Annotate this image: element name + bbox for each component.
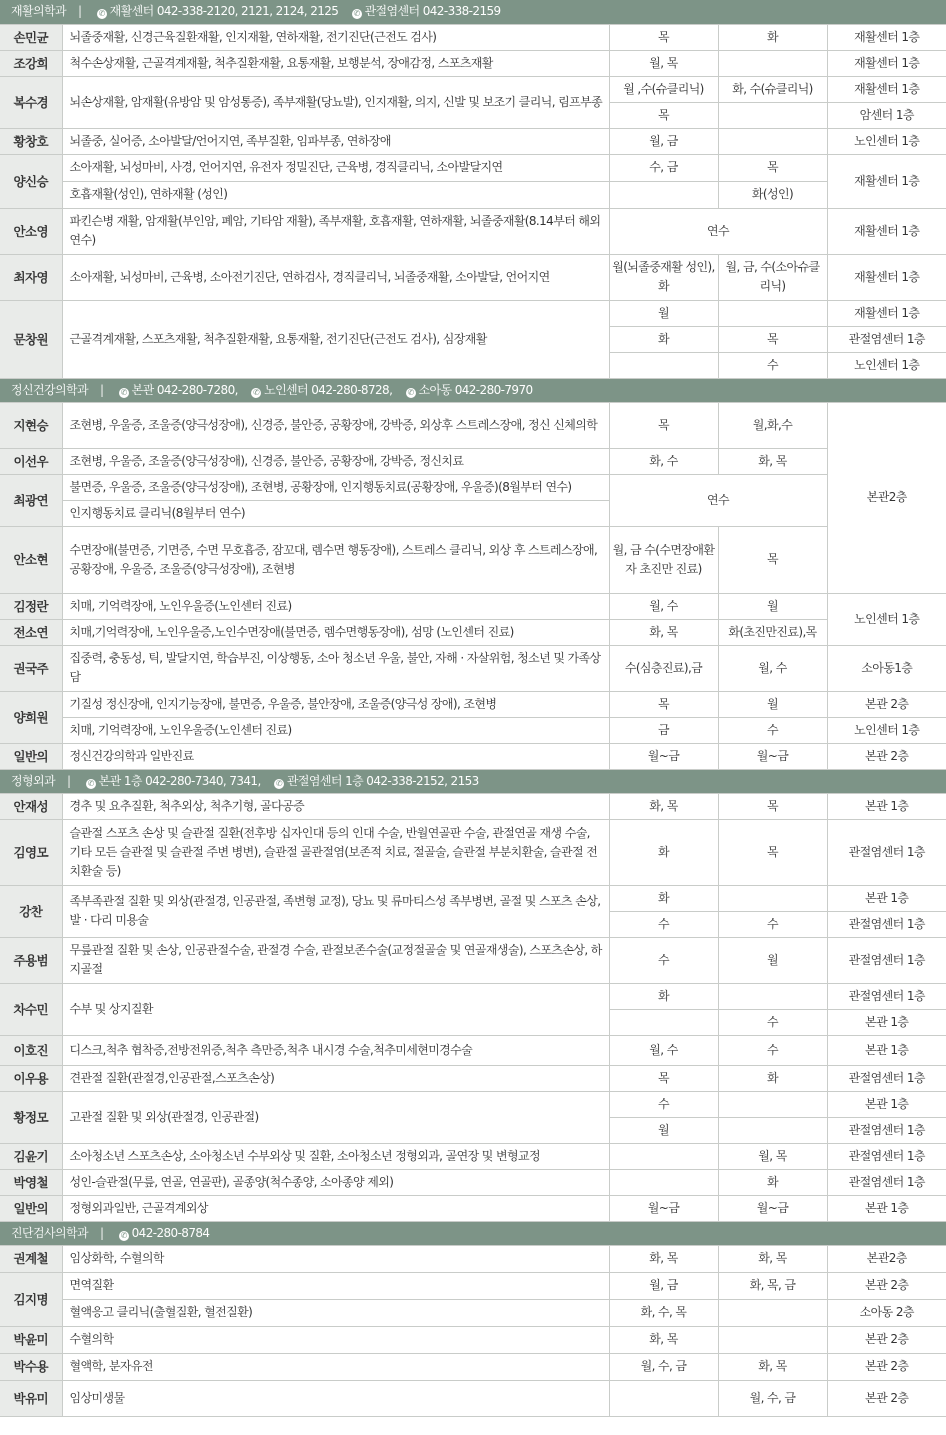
- location: 노인센터 1층: [827, 717, 946, 743]
- section-header-ortho: 정형외과 | ✆ 본관 1층 042-280-7340, 7341, ✆ 관절염센터 1층 042-338-2152, 2153: [0, 769, 946, 793]
- pm-days: 화(성인): [718, 181, 827, 208]
- am-days: 월, 목: [609, 50, 718, 76]
- specialty: 파킨슨병 재활, 암재활(부인암, 폐암, 기타암 재활), 족부재활, 호흡재활, 연하재활, 뇌졸중재활(8.14부터 해외연수): [62, 208, 609, 254]
- pm-days: [718, 50, 827, 76]
- doctor-name: 일반의: [0, 743, 62, 769]
- am-days: 목: [609, 402, 718, 448]
- am-days: 월: [609, 1117, 718, 1143]
- contact-phone: 소아동 042-280-7970: [418, 382, 533, 397]
- am-days: 월 ,수(슈클리닉): [609, 76, 718, 102]
- am-days: [609, 1143, 718, 1169]
- table-row: [0, 402, 946, 448]
- table-row: [0, 793, 946, 819]
- table-row: [0, 1353, 946, 1380]
- specialty: 소아재활, 뇌성마비, 사경, 언어지연, 유전자 정밀진단, 근육병, 경직클리닉, 소아발달지연: [62, 154, 609, 181]
- contact-phone: 재활센터 042-338-2120, 2121, 2124, 2125: [109, 4, 339, 19]
- location: 재활센터 1층: [827, 208, 946, 254]
- am-days: 목: [609, 1065, 718, 1091]
- location: 재활센터 1층: [827, 24, 946, 50]
- specialty: 호흡재활(성인), 연하재활 (성인): [62, 181, 609, 208]
- am-days: 화, 목: [609, 793, 718, 819]
- contact-phone: 본관 042-280-7280,: [131, 382, 238, 397]
- am-days: [609, 1009, 718, 1035]
- specialty: 기질성 정신장애, 인지기능장애, 불면증, 우울증, 불안장애, 조울증(양극성 장애), 조현병: [62, 691, 609, 717]
- doctor-name: 김윤기: [0, 1143, 62, 1169]
- specialty: 혈액학, 분자유전: [62, 1353, 609, 1380]
- pm-days: [718, 1299, 827, 1326]
- am-days: 화, 목: [609, 1245, 718, 1272]
- am-days: 화: [609, 885, 718, 911]
- pm-days: 월, 목: [718, 1143, 827, 1169]
- phone-icon: ✆: [120, 1230, 127, 1240]
- phone-icon: ✆: [87, 778, 94, 788]
- am-days: 목: [609, 691, 718, 717]
- specialty: 수면장애(불면증, 기면증, 수면 무호흡증, 잠꼬대, 렘수면 행동장애), 스트레스 클리닉, 외상 후 스트레스장애, 공황장애, 우울증, 조울증(양극성장애), 조현병: [62, 526, 609, 593]
- am-days: [609, 1380, 718, 1416]
- pm-days: 수: [718, 352, 827, 378]
- table-row: [0, 474, 946, 500]
- specialty: 슬관절 스포츠 손상 및 슬관절 질환(전후방 십자인대 등의 인대 수술, 반월연골판 수술, 관절연골 재생 수술, 기타 모든 슬관절 및 슬관절 주변 병변), 슬관절 골관절염(보존적 치료, 절골술, 슬관절 부분치환술, 슬관절 전치환술 등): [62, 819, 609, 885]
- am-days: 월, 수: [609, 593, 718, 619]
- pm-days: 화: [718, 1065, 827, 1091]
- am-days: 수, 금: [609, 154, 718, 181]
- location: 본관 2층: [827, 1326, 946, 1353]
- location: 재활센터 1층: [827, 300, 946, 326]
- table-row: [0, 819, 946, 885]
- pm-days: 수: [718, 1009, 827, 1035]
- specialty: 조현병, 우울증, 조울증(양극성장애), 신경증, 불안증, 공황장애, 강박증, 정신치료: [62, 448, 609, 474]
- doctor-name: 지현승: [0, 402, 62, 448]
- location: 소아동 2층: [827, 1299, 946, 1326]
- doctor-name: 안소영: [0, 208, 62, 254]
- doctor-name: 김정란: [0, 593, 62, 619]
- section-title: 정신건강의학과: [11, 382, 88, 397]
- am-days: 월~금: [609, 743, 718, 769]
- table-row: [0, 1065, 946, 1091]
- pm-days: 화: [718, 1169, 827, 1195]
- location: 본관 1층: [827, 1009, 946, 1035]
- specialty: 임상미생물: [62, 1380, 609, 1416]
- doctor-name: 양희원: [0, 691, 62, 743]
- contact-phone: 042-280-8784: [131, 1225, 210, 1240]
- table-row: [0, 619, 946, 645]
- specialty: 수부 및 상지질환: [62, 983, 609, 1035]
- pm-days: 화, 목: [718, 1353, 827, 1380]
- am-days: 화: [609, 983, 718, 1009]
- specialty: 임상화학, 수혈의학: [62, 1245, 609, 1272]
- specialty: 수혈의학: [62, 1326, 609, 1353]
- section-title: 재활의학과: [11, 4, 66, 19]
- table-row: [0, 1195, 946, 1221]
- am-days: [609, 181, 718, 208]
- doctor-name: 강찬: [0, 885, 62, 937]
- table-row: [0, 1035, 946, 1065]
- section-header-rehab: 재활의학과 | ✆ 재활센터 042-338-2120, 2121, 2124, 2125 ✆ 관절염센터 042-338-2159: [0, 0, 946, 24]
- pm-days: 월, 수, 금: [718, 1380, 827, 1416]
- location: 관절염센터 1층: [827, 1169, 946, 1195]
- phone-icon: ✆: [407, 387, 414, 397]
- location: 재활센터 1층: [827, 76, 946, 102]
- table-row: [0, 1272, 946, 1299]
- am-days: 수: [609, 911, 718, 937]
- table-row: [0, 1245, 946, 1272]
- specialty: 혈액응고 클리닉(출혈질환, 혈전질환): [62, 1299, 609, 1326]
- table-row: [0, 448, 946, 474]
- specialty: 근골격계재활, 스포츠재활, 척추질환재활, 요통재활, 전기진단(근전도 검사), 심장재활: [62, 300, 609, 378]
- specialty: 견관절 질환(관절경,인공관절,스포츠손상): [62, 1065, 609, 1091]
- specialty: 치매,기억력장애, 노인우울증,노인수면장애(불면증, 렘수면행동장애), 섬망 (노인센터 진료): [62, 619, 609, 645]
- pm-days: 화, 목: [718, 1245, 827, 1272]
- table-row: [0, 50, 946, 76]
- pm-days: 월: [718, 691, 827, 717]
- specialty: 족부족관절 질환 및 외상(관절경, 인공관절, 족변형 교정), 당뇨 및 류마티스성 족부병변, 골절 및 스포츠 손상, 발 · 다리 미용술: [62, 885, 609, 937]
- doctor-name: 박수용: [0, 1353, 62, 1380]
- location: 재활센터 1층: [827, 154, 946, 208]
- pm-days: [718, 885, 827, 911]
- table-row: [0, 983, 946, 1009]
- table-row: [0, 76, 946, 102]
- specialty: 정형외과일반, 근골격계외상: [62, 1195, 609, 1221]
- doctor-name: 손민균: [0, 24, 62, 50]
- location: 노인센터 1층: [827, 128, 946, 154]
- am-days: 목: [609, 102, 718, 128]
- section-header-lab: 진단검사의학과 | ✆ 042-280-8784: [0, 1221, 946, 1245]
- contact-phone: 본관 1층 042-280-7340, 7341,: [98, 773, 261, 788]
- specialty: 뇌손상재활, 암재활(유방암 및 암성통증), 족부재활(당뇨발), 인지재활, 의지, 신발 및 보조기 클리닉, 림프부종: [62, 76, 609, 128]
- pm-days: 목: [718, 326, 827, 352]
- doctor-name: 문창원: [0, 300, 62, 378]
- doctor-name: 권계철: [0, 1245, 62, 1272]
- table-row: [0, 1169, 946, 1195]
- doctor-name: 김지명: [0, 1272, 62, 1326]
- am-days: 수: [609, 1091, 718, 1117]
- phone-icon: ✆: [353, 9, 360, 19]
- am-days: 수(심층진료),금: [609, 645, 718, 691]
- location: 본관 2층: [827, 1380, 946, 1416]
- location: 본관 2층: [827, 1353, 946, 1380]
- pm-days: 화, 목: [718, 448, 827, 474]
- location: 관절염센터 1층: [827, 911, 946, 937]
- location: 본관 1층: [827, 885, 946, 911]
- location: 재활센터 1층: [827, 254, 946, 300]
- specialty: 경추 및 요추질환, 척추외상, 척추기형, 골다공증: [62, 793, 609, 819]
- specialty: 소아재활, 뇌성마비, 근육병, 소아전기진단, 연하검사, 경직클리닉, 뇌졸중재활, 소아발달, 언어지연: [62, 254, 609, 300]
- table-row: [0, 1326, 946, 1353]
- am-days: 월, 수, 금: [609, 1353, 718, 1380]
- pm-days: 목: [718, 526, 827, 593]
- am-days: 월, 수: [609, 1035, 718, 1065]
- specialty: 뇌졸중재활, 신경근육질환재활, 인지재활, 연하재활, 전기진단(근전도 검사): [62, 24, 609, 50]
- table-row: [0, 181, 946, 208]
- location: 암센터 1층: [827, 102, 946, 128]
- table-row: [0, 691, 946, 717]
- doctor-name: 박유미: [0, 1380, 62, 1416]
- location: 소아동1층: [827, 645, 946, 691]
- doctor-name: 권국주: [0, 645, 62, 691]
- pm-days: 목: [718, 819, 827, 885]
- table-row: [0, 1143, 946, 1169]
- pm-days: 화, 목, 금: [718, 1272, 827, 1299]
- pm-days: 월: [718, 937, 827, 983]
- pm-days: 월,화,수: [718, 402, 827, 448]
- location: 본관2층: [827, 1245, 946, 1272]
- am-days: 금: [609, 717, 718, 743]
- location: 노인센터 1층: [827, 352, 946, 378]
- doctor-name: 이선우: [0, 448, 62, 474]
- location: 재활센터 1층: [827, 50, 946, 76]
- clinic-days: 연수: [609, 208, 827, 254]
- table-row: [0, 1299, 946, 1326]
- specialty: 불면증, 우울증, 조울증(양극성장애), 조현병, 공황장애, 인지행동치료(공황장애, 우울증)(8월부터 연수): [62, 474, 609, 500]
- am-days: 목: [609, 24, 718, 50]
- am-days: 화, 수: [609, 448, 718, 474]
- am-days: [609, 1169, 718, 1195]
- section-title: 정형외과: [11, 773, 55, 788]
- pm-days: 목: [718, 793, 827, 819]
- pm-days: [718, 1117, 827, 1143]
- doctor-name: 김영모: [0, 819, 62, 885]
- location: 관절염센터 1층: [827, 819, 946, 885]
- table-row: [0, 717, 946, 743]
- specialty: 디스크,척추 협착증,전방전위증,척추 측만증,척추 내시경 수술,척추미세현미경수술: [62, 1035, 609, 1065]
- pm-days: [718, 1091, 827, 1117]
- table-row: [0, 937, 946, 983]
- doctor-name: 황창호: [0, 128, 62, 154]
- location: 관절염센터 1층: [827, 1065, 946, 1091]
- pm-days: 수: [718, 1035, 827, 1065]
- table-row: [0, 1380, 946, 1416]
- am-days: [609, 352, 718, 378]
- doctor-name: 주용범: [0, 937, 62, 983]
- location: 본관 1층: [827, 793, 946, 819]
- specialty: 면역질환: [62, 1272, 609, 1299]
- doctor-name: 황정모: [0, 1091, 62, 1143]
- pm-days: 수: [718, 911, 827, 937]
- location: 본관 2층: [827, 1272, 946, 1299]
- specialty: 성인-슬관절(무릎, 연골, 연골판), 골종양(척수종양, 소아종양 제외): [62, 1169, 609, 1195]
- am-days: 화, 목: [609, 1326, 718, 1353]
- phone-icon: ✆: [253, 387, 260, 397]
- clinic-days: 연수: [609, 474, 827, 526]
- pm-days: 수: [718, 717, 827, 743]
- specialty: 치매, 기억력장애, 노인우울증(노인센터 진료): [62, 717, 609, 743]
- contact-phone: 관절염센터 1층 042-338-2152, 2153: [286, 773, 479, 788]
- doctor-name: 박영철: [0, 1169, 62, 1195]
- location: 관절염센터 1층: [827, 983, 946, 1009]
- am-days: 화: [609, 819, 718, 885]
- contact-phone: 노인센터 042-280-8728,: [264, 382, 393, 397]
- doctor-name: 차수민: [0, 983, 62, 1035]
- location: 본관 2층: [827, 691, 946, 717]
- pm-days: [718, 102, 827, 128]
- table-row: [0, 300, 946, 326]
- specialty: 조현병, 우울증, 조울증(양극성장애), 신경증, 불안증, 공황장애, 강박증, 외상후 스트레스장애, 정신 신체의학: [62, 402, 609, 448]
- table-row: [0, 743, 946, 769]
- pm-days: 목: [718, 154, 827, 181]
- pm-days: 월, 금, 수(소아슈클리닉): [718, 254, 827, 300]
- location: 본관2층: [827, 402, 946, 593]
- specialty: 소아청소년 스포츠손상, 소아청소년 수부외상 및 질환, 소아청소년 정형외과, 골연장 및 변형교정: [62, 1143, 609, 1169]
- doctor-name: 박윤미: [0, 1326, 62, 1353]
- doctor-name: 안소현: [0, 526, 62, 593]
- location: 관절염센터 1층: [827, 937, 946, 983]
- am-days: 월, 금: [609, 128, 718, 154]
- phone-icon: ✆: [98, 9, 105, 19]
- section-title: 진단검사의학과: [11, 1225, 88, 1240]
- section-header-psych: 정신건강의학과 | ✆ 본관 042-280-7280, ✆ 노인센터 042-280-8728, ✆ 소아동 042-280-7970: [0, 378, 946, 402]
- doctor-name: 최광연: [0, 474, 62, 526]
- table-row: [0, 128, 946, 154]
- table-row: [0, 254, 946, 300]
- am-days: 월, 금: [609, 1272, 718, 1299]
- doctor-name: 복수경: [0, 76, 62, 128]
- am-days: 월~금: [609, 1195, 718, 1221]
- pm-days: 월: [718, 593, 827, 619]
- doctor-name: 일반의: [0, 1195, 62, 1221]
- specialty: 척수손상재활, 근골격계재활, 척추질환재활, 요통재활, 보행분석, 장애감정, 스포츠재활: [62, 50, 609, 76]
- pm-days: 화, 수(슈클리닉): [718, 76, 827, 102]
- pm-days: 월~금: [718, 743, 827, 769]
- phone-icon: ✆: [275, 778, 282, 788]
- am-days: 화, 목: [609, 619, 718, 645]
- contact-phone: 관절염센터 042-338-2159: [364, 4, 501, 19]
- table-row: [0, 526, 946, 593]
- location: 본관 1층: [827, 1195, 946, 1221]
- pm-days: [718, 1326, 827, 1353]
- doctor-name: 이우용: [0, 1065, 62, 1091]
- specialty: 뇌졸중, 실어증, 소아발달/언어지연, 족부질환, 임파부종, 연하장애: [62, 128, 609, 154]
- pm-days: 월, 수: [718, 645, 827, 691]
- specialty: 정신건강의학과 일반진료: [62, 743, 609, 769]
- specialty: 무릎관절 질환 및 손상, 인공관절수술, 관절경 수술, 관절보존수술(교정절골술 및 연골재생술), 스포츠손상, 하지골절: [62, 937, 609, 983]
- doctor-name: 전소연: [0, 619, 62, 645]
- am-days: 화: [609, 326, 718, 352]
- phone-icon: ✆: [120, 387, 127, 397]
- am-days: 월: [609, 300, 718, 326]
- specialty: 고관절 질환 및 외상(관절경, 인공관절): [62, 1091, 609, 1143]
- location: 본관 1층: [827, 1091, 946, 1117]
- specialty: 인지행동치료 클리닉(8월부터 연수): [62, 500, 609, 526]
- table-row: [0, 645, 946, 691]
- pm-days: 화(초진만진료),목: [718, 619, 827, 645]
- pm-days: [718, 983, 827, 1009]
- location: 관절염센터 1층: [827, 326, 946, 352]
- table-row: [0, 208, 946, 254]
- pm-days: [718, 128, 827, 154]
- table-row: [0, 593, 946, 619]
- am-days: 월, 금 수(수면장애환자 초진만 진료): [609, 526, 718, 593]
- table-row: [0, 1091, 946, 1117]
- location: 노인센터 1층: [827, 593, 946, 645]
- location: 관절염센터 1층: [827, 1117, 946, 1143]
- doctor-name: 이호진: [0, 1035, 62, 1065]
- table-row: [0, 24, 946, 50]
- am-days: 월(뇌졸중재활 성인), 화: [609, 254, 718, 300]
- am-days: 화, 수, 목: [609, 1299, 718, 1326]
- specialty: 치매, 기억력장애, 노인우울증(노인센터 진료): [62, 593, 609, 619]
- specialty: 집중력, 충동성, 틱, 발달지연, 학습부진, 이상행동, 소아 청소년 우울, 불안, 자해 · 자살위험, 청소년 및 가족상담: [62, 645, 609, 691]
- pm-days: 월~금: [718, 1195, 827, 1221]
- doctor-name: 최자영: [0, 254, 62, 300]
- doctor-name: 안재성: [0, 793, 62, 819]
- doctor-name: 양신승: [0, 154, 62, 208]
- location: 본관 1층: [827, 1035, 946, 1065]
- pm-days: [718, 300, 827, 326]
- pm-days: 화: [718, 24, 827, 50]
- table-row: [0, 154, 946, 181]
- doctor-name: 조강희: [0, 50, 62, 76]
- table-row: [0, 885, 946, 911]
- am-days: 수: [609, 937, 718, 983]
- location: 관절염센터 1층: [827, 1143, 946, 1169]
- location: 본관 2층: [827, 743, 946, 769]
